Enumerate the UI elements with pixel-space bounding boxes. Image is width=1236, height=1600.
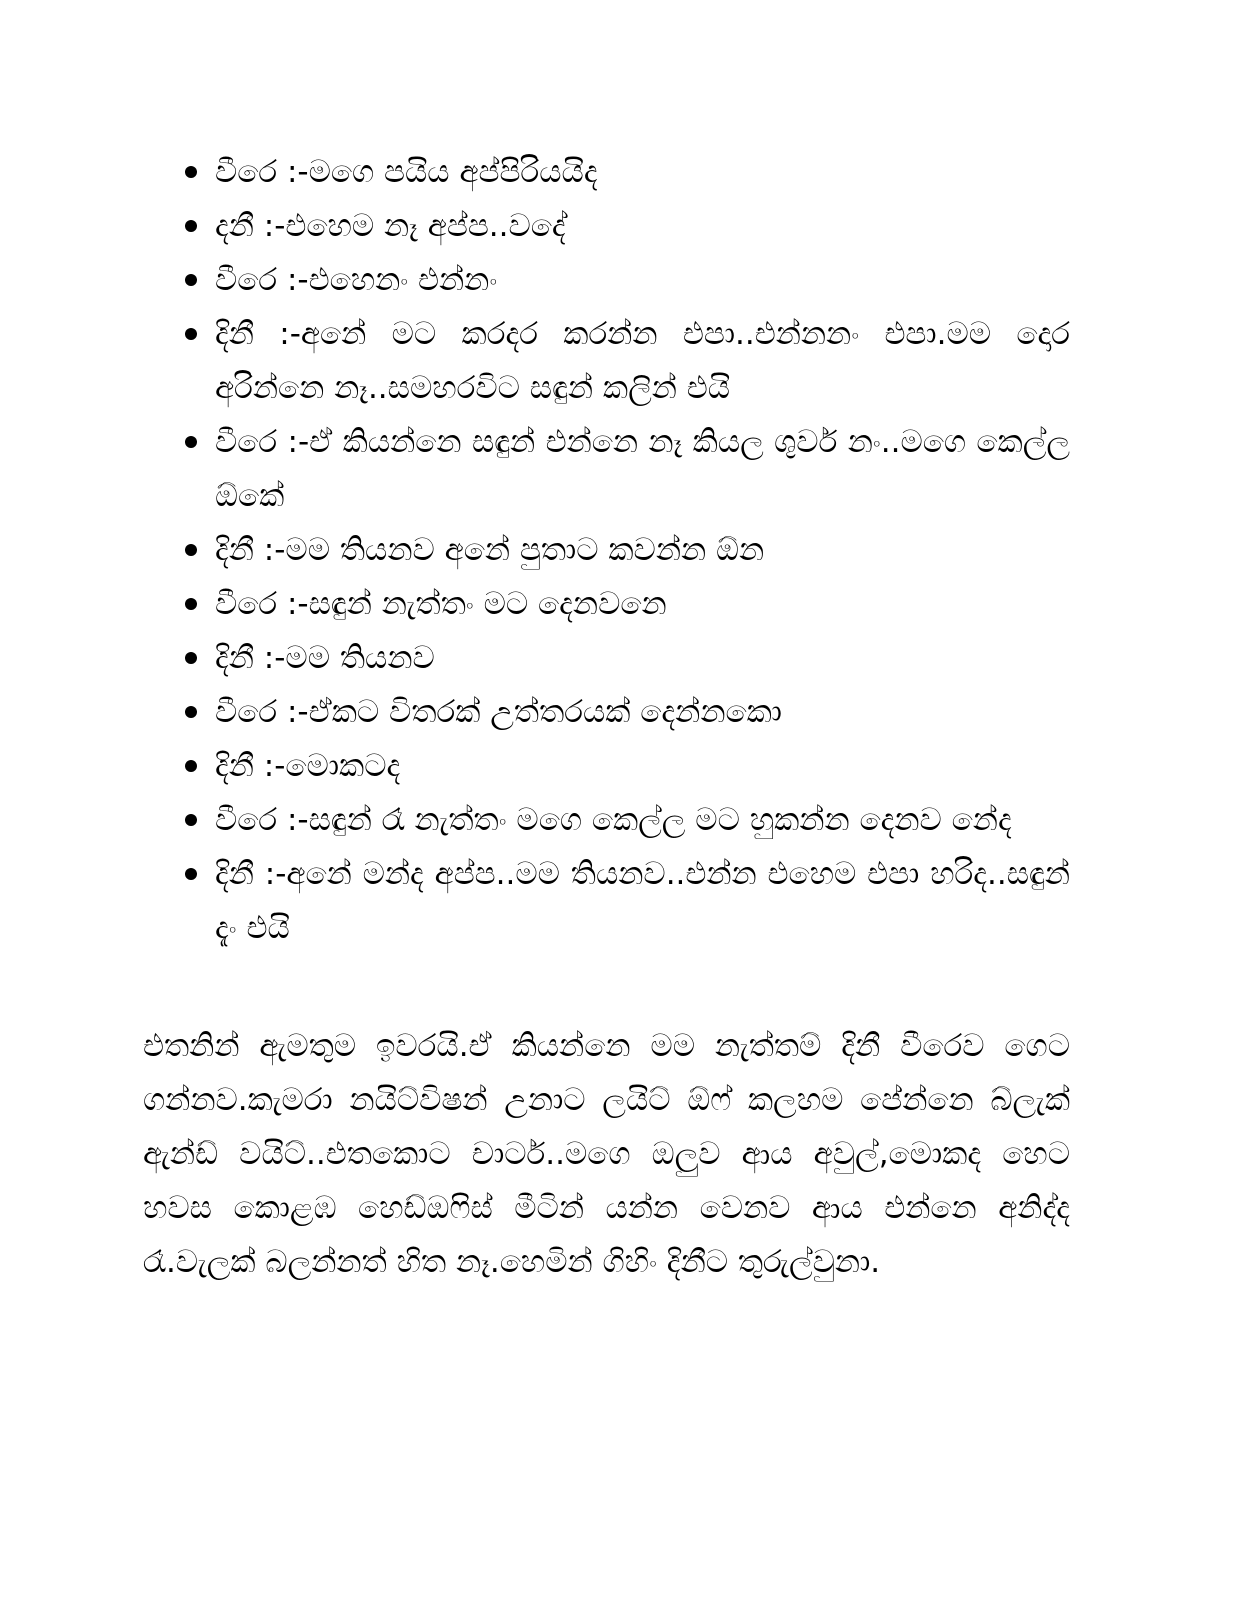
dialogue-text: වීරෙ :-සඳුන් නැත්තං මට දෙනවනෙ [215, 586, 667, 622]
dialogue-line [185, 307, 1070, 415]
dialogue-text: වීරෙ :-ඒකට විතරක් උත්තරයක් දෙන්නකො [215, 694, 782, 730]
bullet-icon [185, 544, 197, 556]
dialogue-text: දනී :-එහෙම නෑ අප්ප..වදේ [215, 208, 566, 244]
bullet-icon [185, 760, 197, 772]
dialogue-text: දිනී :-මොකටද [215, 748, 401, 784]
dialogue-line [185, 631, 1070, 685]
dialogue-line [185, 523, 1070, 577]
dialogue-line [185, 253, 1070, 307]
bullet-icon [185, 220, 197, 232]
dialogue-text: දිනී :-අනේ මන්ද අප්ප..මම තියනව..එන්න එහෙම එපා හරිද..සඳුන් දැං එයි [215, 856, 1070, 946]
dialogue-list [185, 145, 1070, 955]
bullet-icon [185, 814, 197, 826]
bullet-icon [185, 274, 197, 286]
dialogue-line [185, 577, 1070, 631]
dialogue-line [185, 739, 1070, 793]
bullet-icon [185, 598, 197, 610]
bullet-icon [185, 706, 197, 718]
dialogue-text: දිනී :-මම තියනව අනේ පුතාට කවන්න ඕන [215, 532, 765, 568]
dialogue-line [185, 847, 1070, 955]
dialogue-line [185, 685, 1070, 739]
bullet-icon [185, 652, 197, 664]
dialogue-line [185, 145, 1070, 199]
dialogue-line [185, 415, 1070, 523]
dialogue-text: දිනී :-අනේ මට කරදර කරන්න එපා..එන්නනං එපා.මම දොර අරින්නෙ නෑ..සමහරවිට සඳුන් කලින් එයි [215, 316, 1070, 406]
dialogue-text: දිනී :-මම තියනව [215, 640, 435, 676]
bullet-icon [185, 868, 197, 880]
bullet-icon [185, 328, 197, 340]
narrative-paragraph: එතනින් ඇමතුම ඉවරයි.ඒ කියන්නෙ මම නැත්තම් දිනී වීරෙව ගෙට ගන්නව.කැමරා නයිට්විෂන් උනාට ලයිට් ඕෆ් කලහම පේන්නෙ බ්ලැක් ඇන්ඩ් වයිට්..එතකොට චාටර්..මගෙ ඔලුව ආය අවුල්,මොකද හෙට හවස කොළඹ හෙඩ්ඔෆිස් මීටින් යන්න වෙනව ආය එන්නෙ අනිද්ද රෑ.වැලක් බලන්නත් හිත නෑ.හෙමින් ගිහිං දිනීට තුරුල්වුනා. [143, 1028, 1070, 1280]
bullet-icon [185, 436, 197, 448]
dialogue-text: වීරෙ :-මගෙ පයිය අප්පිරියයිද [215, 154, 598, 190]
bullet-icon [185, 166, 197, 178]
dialogue-line [185, 199, 1070, 253]
dialogue-text: වීරෙ :-එහෙනං එන්නං [215, 262, 498, 298]
dialogue-text: වීරෙ :-ඒ කියන්නෙ සඳුන් එන්නෙ නෑ කියල ශුවර් නං..මගෙ කෙල්ල ඕකේ [215, 424, 1070, 514]
dialogue-text: වීරෙ :-සඳුන් රෑ නැත්තං මගෙ කෙල්ල මට හුකන්න දෙනව නේද [215, 802, 1012, 838]
dialogue-line [185, 793, 1070, 847]
